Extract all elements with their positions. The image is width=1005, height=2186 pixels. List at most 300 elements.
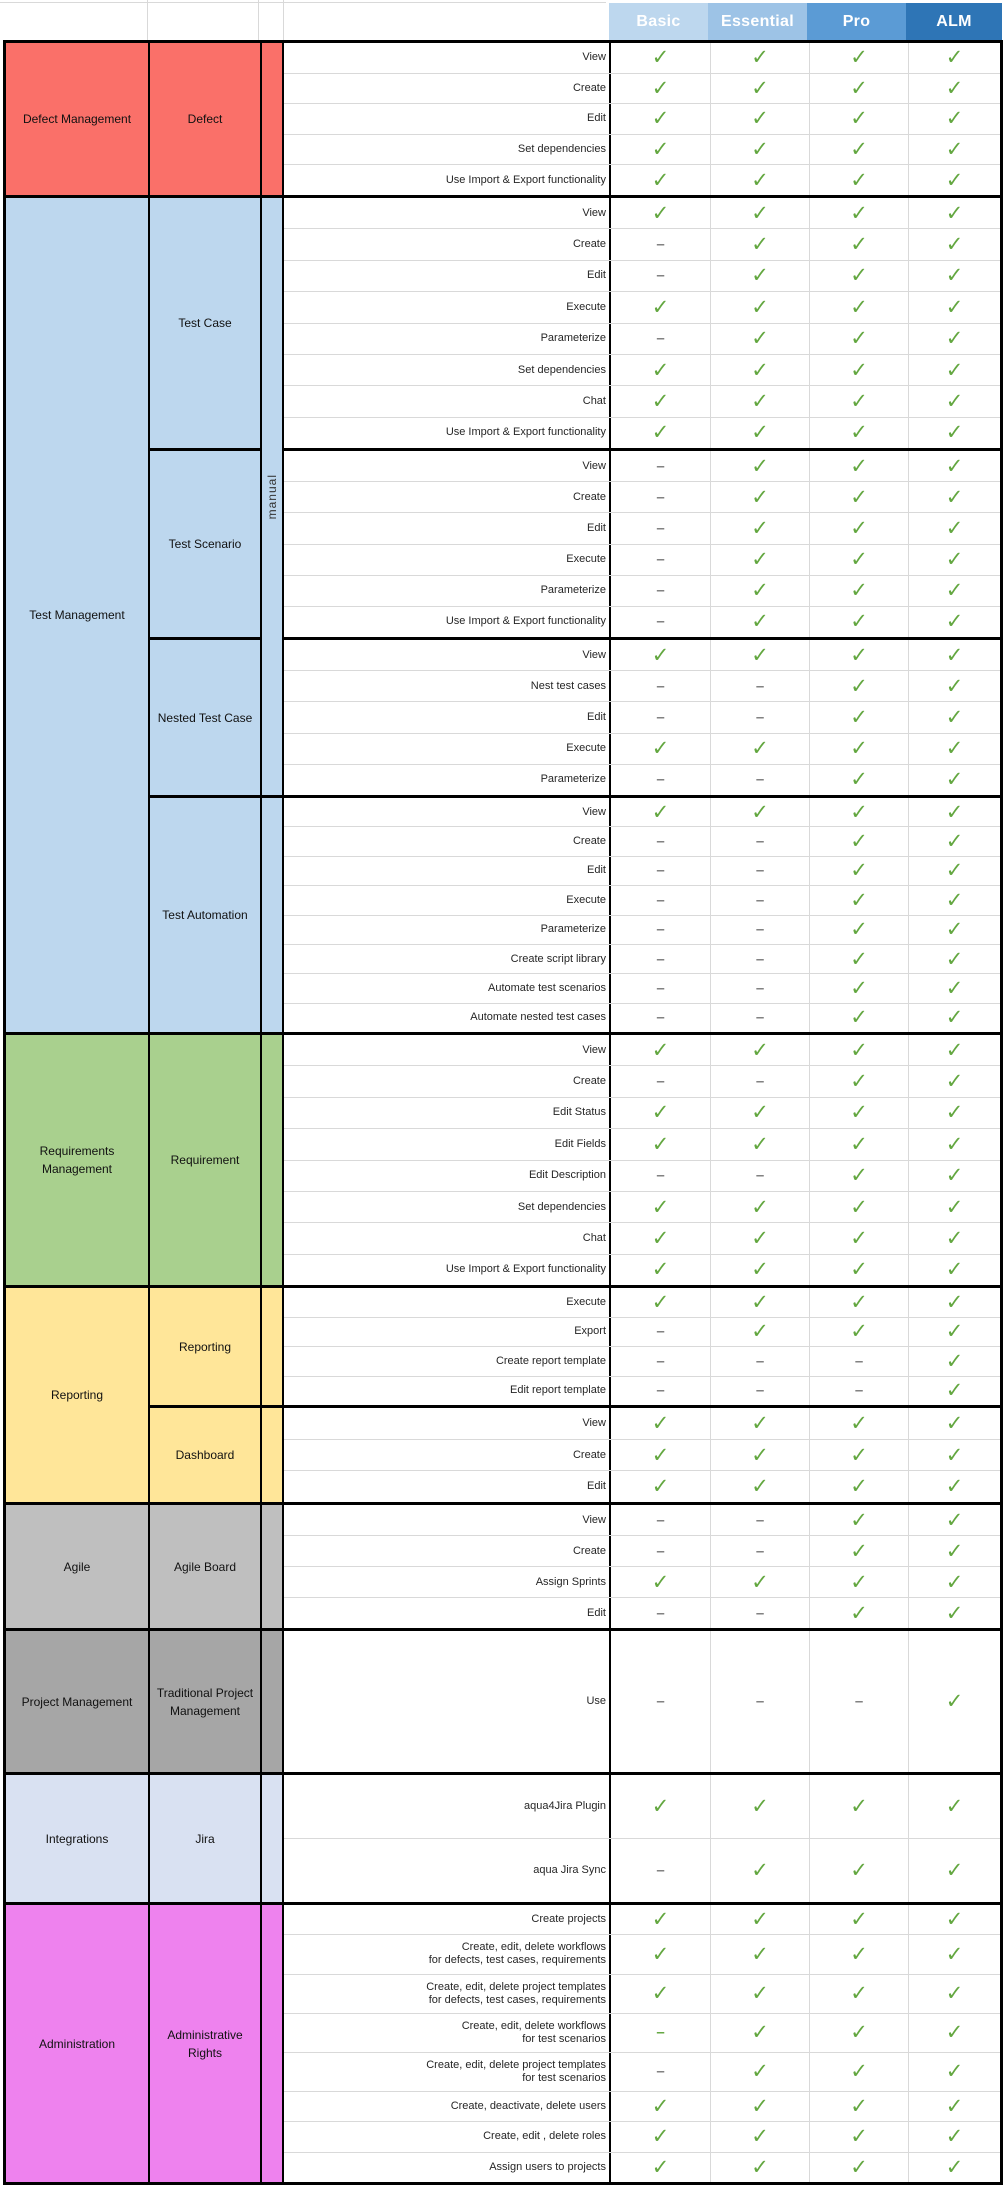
feature-label: View — [284, 451, 611, 481]
dash-icon: – — [755, 1167, 765, 1185]
check-icon: ✓ — [751, 107, 769, 131]
feature-row — [284, 198, 1000, 228]
check-icon: ✓ — [651, 1226, 670, 1250]
feature-row — [284, 134, 1000, 165]
plan-header-essential: Essential — [708, 3, 807, 40]
cell-check — [809, 702, 908, 732]
cell-check — [710, 43, 809, 73]
cell-check — [809, 1161, 908, 1191]
cell-check — [809, 1255, 908, 1285]
cell-check — [611, 1905, 710, 1934]
cell-check — [908, 165, 1000, 195]
cell-check — [710, 545, 809, 575]
feature-row — [284, 1505, 1000, 1535]
check-icon: ✓ — [850, 1411, 868, 1435]
dash-icon: – — [854, 1382, 864, 1400]
feature-label: Create — [284, 827, 611, 855]
feature-row — [284, 1535, 1000, 1566]
cell-dash — [611, 765, 710, 795]
cell-check — [611, 2122, 710, 2151]
feature-row — [284, 1128, 1000, 1159]
check-icon: ✓ — [751, 2060, 769, 2084]
cell-check — [710, 1471, 809, 1502]
check-icon: ✓ — [850, 1539, 868, 1563]
manual-column-strip — [260, 1035, 284, 1285]
cell-check — [809, 261, 908, 291]
check-icon: ✓ — [651, 1101, 670, 1125]
feature-label: Nest test cases — [284, 671, 611, 701]
cell-check — [611, 1975, 710, 2013]
check-icon: ✓ — [751, 2021, 769, 2045]
check-icon: ✓ — [850, 1601, 868, 1625]
subcategory-cell-requirement: Requirement — [150, 1035, 260, 1285]
cell-check — [809, 734, 908, 764]
cell-check — [809, 974, 908, 1002]
cell-check — [710, 451, 809, 481]
top-gridline-vertical-2 — [258, 0, 259, 40]
check-icon: ✓ — [651, 1982, 670, 2006]
cell-dash — [710, 886, 809, 914]
check-icon: ✓ — [751, 1570, 769, 1594]
feature-label: Create — [284, 1066, 611, 1096]
cell-check — [908, 2153, 1000, 2182]
feature-label: Edit — [284, 513, 611, 543]
check-icon: ✓ — [651, 1570, 670, 1594]
check-icon: ✓ — [751, 1942, 769, 1966]
cell-check — [908, 640, 1000, 670]
cell-check — [809, 513, 908, 543]
cell-check — [908, 198, 1000, 228]
check-icon: ✓ — [651, 1475, 670, 1499]
cell-check — [908, 1975, 1000, 2013]
cell-check — [710, 1905, 809, 1934]
check-icon: ✓ — [651, 46, 670, 70]
feature-row — [284, 1191, 1000, 1222]
check-icon: ✓ — [751, 1290, 769, 1314]
check-icon: ✓ — [945, 1570, 964, 1594]
check-icon: ✓ — [850, 548, 868, 572]
cell-dash — [611, 1004, 710, 1032]
cell-check — [710, 1839, 809, 1902]
feature-row — [284, 2121, 1000, 2151]
feature-label: Create — [284, 1440, 611, 1471]
manual-vertical-label: manual — [265, 473, 279, 520]
feature-label: Create, edit, delete project templates for test scenarios — [284, 2053, 611, 2091]
dash-icon: – — [656, 677, 665, 695]
cell-dash — [710, 945, 809, 973]
subcategory-cell-defect: Defect — [150, 43, 260, 195]
check-icon: ✓ — [651, 1443, 670, 1467]
cell-check — [908, 1505, 1000, 1535]
cell-check — [908, 1631, 1000, 1772]
cell-check — [809, 640, 908, 670]
check-icon: ✓ — [751, 1475, 769, 1499]
check-icon: ✓ — [945, 138, 964, 162]
cell-check — [710, 576, 809, 606]
plan-header-alm: ALM — [906, 3, 1002, 40]
cell-check — [710, 104, 809, 134]
feature-row — [284, 1439, 1000, 1471]
subcategory-cell-administrative-rights: Administrative Rights — [150, 1905, 260, 2182]
cell-check — [908, 545, 1000, 575]
cell-check — [611, 1440, 710, 1471]
feature-row — [284, 1631, 1000, 1772]
check-icon: ✓ — [850, 1195, 868, 1219]
cell-check — [710, 261, 809, 291]
cell-dash — [710, 916, 809, 944]
dash-icon: – — [755, 771, 765, 789]
cell-check — [908, 827, 1000, 855]
cell-check — [611, 135, 710, 165]
cell-check — [809, 2014, 908, 2052]
cell-dash — [611, 886, 710, 914]
check-icon: ✓ — [945, 201, 964, 225]
cell-check — [908, 607, 1000, 637]
check-icon: ✓ — [850, 2095, 868, 2119]
check-icon: ✓ — [751, 76, 769, 100]
check-icon: ✓ — [751, 643, 769, 667]
feature-row — [284, 417, 1000, 448]
cell-check — [908, 1935, 1000, 1973]
cell-check — [908, 1536, 1000, 1566]
cell-check — [710, 229, 809, 259]
feature-row — [284, 2152, 1000, 2182]
check-icon: ✓ — [945, 1859, 964, 1882]
check-icon: ✓ — [651, 2095, 670, 2119]
subcategory-cell-test-scenario: Test Scenario — [150, 448, 260, 637]
check-icon: ✓ — [945, 264, 964, 288]
cell-check — [710, 1192, 809, 1222]
cell-check — [809, 386, 908, 416]
cell-check — [908, 1223, 1000, 1253]
feature-label: Automate test scenarios — [284, 974, 611, 1002]
cell-check — [809, 1975, 908, 2013]
check-icon: ✓ — [751, 295, 769, 319]
cell-check — [908, 886, 1000, 914]
check-icon: ✓ — [945, 327, 964, 351]
subsection-reporting — [150, 1288, 1000, 1405]
cell-check — [809, 1905, 908, 1934]
cell-check — [710, 1408, 809, 1439]
feature-label: Use Import & Export functionality — [284, 165, 611, 195]
cell-check — [809, 451, 908, 481]
subsection-nested-test-case — [150, 637, 1000, 795]
cell-dash — [710, 1066, 809, 1096]
feature-row — [284, 354, 1000, 385]
check-icon: ✓ — [945, 1795, 964, 1818]
cell-check — [710, 607, 809, 637]
feature-row — [284, 1566, 1000, 1597]
dash-icon: – — [854, 1693, 864, 1710]
check-icon: ✓ — [651, 107, 670, 131]
feature-row — [284, 1003, 1000, 1032]
subcategory-cell-test-automation: Test Automation — [150, 795, 260, 1032]
check-icon: ✓ — [945, 389, 964, 413]
cell-check — [908, 1318, 1000, 1347]
dash-icon: – — [755, 891, 765, 909]
check-icon: ✓ — [751, 548, 769, 572]
cell-check — [710, 640, 809, 670]
feature-label: Create, edit, delete workflows for defects, test cases, requirements — [284, 1935, 611, 1973]
feature-label: aqua4Jira Plugin — [284, 1775, 611, 1838]
check-icon: ✓ — [751, 46, 769, 70]
check-icon: ✓ — [751, 1320, 769, 1344]
category-cell-administration: Administration — [6, 1905, 148, 2182]
check-icon: ✓ — [945, 1601, 964, 1625]
category-cell-integrations: Integrations — [6, 1775, 148, 1902]
check-icon: ✓ — [850, 579, 868, 603]
check-icon: ✓ — [651, 2155, 670, 2179]
check-icon: ✓ — [945, 1226, 964, 1250]
check-icon: ✓ — [945, 918, 964, 942]
dash-icon: – — [755, 833, 765, 851]
cell-dash — [611, 607, 710, 637]
feature-label: Execute — [284, 292, 611, 322]
cell-dash — [611, 671, 710, 701]
cell-check — [809, 1035, 908, 1065]
feature-label: Create script library — [284, 945, 611, 973]
cell-check — [710, 2014, 809, 2052]
check-icon: ✓ — [945, 1320, 964, 1344]
check-icon: ✓ — [651, 1411, 670, 1435]
cell-check — [809, 292, 908, 322]
feature-row — [284, 606, 1000, 637]
cell-check — [710, 1098, 809, 1128]
feature-row — [284, 1905, 1000, 1934]
feature-row — [284, 826, 1000, 855]
check-icon: ✓ — [945, 2155, 964, 2179]
cell-check — [908, 974, 1000, 1002]
dash-icon: – — [755, 921, 765, 939]
feature-rows — [284, 448, 1000, 637]
check-icon: ✓ — [751, 1258, 769, 1282]
cell-check — [611, 386, 710, 416]
cell-check — [611, 1775, 710, 1838]
cell-check — [710, 1975, 809, 2013]
check-icon: ✓ — [850, 1132, 868, 1156]
feature-row — [284, 798, 1000, 826]
check-icon: ✓ — [945, 1379, 964, 1403]
feature-rows — [284, 1405, 1000, 1502]
feature-label: View — [284, 1408, 611, 1439]
check-icon: ✓ — [651, 1908, 670, 1932]
cell-check — [611, 43, 710, 73]
cell-check — [611, 1935, 710, 1973]
check-icon: ✓ — [751, 358, 769, 382]
cell-dash — [611, 2053, 710, 2091]
dash-icon: – — [656, 519, 665, 537]
check-icon: ✓ — [850, 830, 868, 854]
check-icon: ✓ — [751, 1132, 769, 1156]
cell-check — [809, 765, 908, 795]
check-icon: ✓ — [850, 138, 868, 162]
check-icon: ✓ — [850, 1942, 868, 1966]
feature-row — [284, 733, 1000, 764]
cell-check — [809, 1223, 908, 1253]
cell-check — [809, 2122, 908, 2151]
check-icon: ✓ — [751, 1859, 769, 1882]
check-icon: ✓ — [850, 1038, 868, 1062]
cell-check — [908, 1192, 1000, 1222]
check-icon: ✓ — [945, 947, 964, 971]
check-icon: ✓ — [751, 233, 769, 257]
dash-icon: – — [854, 1352, 864, 1370]
cell-check — [611, 1255, 710, 1285]
check-icon: ✓ — [751, 2125, 769, 2149]
section-body-defect-management — [148, 43, 1000, 195]
check-icon: ✓ — [945, 1038, 964, 1062]
check-icon: ✓ — [651, 1195, 670, 1219]
dash-icon: – — [656, 2024, 665, 2042]
cell-check — [908, 135, 1000, 165]
dash-icon: – — [656, 1073, 665, 1091]
cell-check — [908, 2053, 1000, 2091]
feature-row — [284, 228, 1000, 259]
cell-check — [710, 74, 809, 104]
subsection-agile-board — [150, 1505, 1000, 1628]
check-icon: ✓ — [651, 76, 670, 100]
dash-icon: – — [755, 1604, 765, 1622]
check-icon: ✓ — [751, 2155, 769, 2179]
section-agile — [6, 1502, 1000, 1628]
feature-label: Parameterize — [284, 576, 611, 606]
cell-dash — [710, 1347, 809, 1376]
check-icon: ✓ — [945, 233, 964, 257]
dash-icon: – — [755, 677, 765, 695]
feature-row — [284, 670, 1000, 701]
cell-check — [809, 1288, 908, 1317]
check-icon: ✓ — [850, 201, 868, 225]
cell-check — [908, 261, 1000, 291]
cell-check — [809, 2092, 908, 2121]
check-icon: ✓ — [751, 1982, 769, 2006]
cell-dash — [611, 916, 710, 944]
cell-check — [809, 1129, 908, 1159]
cell-check — [611, 418, 710, 448]
category-cell-defect-management: Defect Management — [6, 43, 148, 195]
check-icon: ✓ — [651, 1038, 670, 1062]
cell-check — [710, 1035, 809, 1065]
feature-rows — [284, 1905, 1000, 2182]
feature-label: Edit Description — [284, 1161, 611, 1191]
feature-label: Assign Sprints — [284, 1567, 611, 1597]
cell-check — [908, 513, 1000, 543]
top-gridline-horizontal — [0, 2, 606, 3]
cell-dash — [611, 1318, 710, 1347]
cell-check — [809, 418, 908, 448]
manual-column-strip — [260, 1288, 284, 1405]
check-icon: ✓ — [945, 46, 964, 70]
check-icon: ✓ — [850, 976, 868, 1000]
feature-row — [284, 1065, 1000, 1096]
feature-label: View — [284, 198, 611, 228]
cell-check — [809, 229, 908, 259]
check-icon: ✓ — [850, 516, 868, 540]
check-icon: ✓ — [850, 1290, 868, 1314]
feature-row — [284, 481, 1000, 512]
dash-icon: – — [656, 1693, 665, 1710]
feature-label: Edit — [284, 261, 611, 291]
check-icon: ✓ — [850, 610, 868, 634]
check-icon: ✓ — [945, 1195, 964, 1219]
check-icon: ✓ — [850, 1475, 868, 1499]
check-icon: ✓ — [945, 516, 964, 540]
check-icon: ✓ — [850, 233, 868, 257]
manual-column-strip — [260, 448, 284, 637]
cell-dash — [710, 1505, 809, 1535]
feature-row — [284, 640, 1000, 670]
cell-dash — [710, 857, 809, 885]
check-icon: ✓ — [850, 1320, 868, 1344]
check-icon: ✓ — [850, 706, 868, 729]
cell-check — [809, 1935, 908, 1973]
feature-row — [284, 973, 1000, 1002]
cell-check — [611, 798, 710, 826]
feature-row — [284, 2091, 1000, 2121]
cell-check — [908, 104, 1000, 134]
check-icon: ✓ — [945, 295, 964, 319]
cell-check — [908, 229, 1000, 259]
cell-check — [809, 1098, 908, 1128]
feature-row — [284, 544, 1000, 575]
cell-check — [710, 1567, 809, 1597]
check-icon: ✓ — [651, 1258, 670, 1282]
cell-check — [611, 1129, 710, 1159]
check-icon: ✓ — [651, 800, 670, 824]
cell-check — [710, 2092, 809, 2121]
check-icon: ✓ — [651, 358, 670, 382]
cell-check — [611, 355, 710, 385]
check-icon: ✓ — [945, 2125, 964, 2149]
dash-icon: – — [755, 1693, 765, 1710]
subcategory-cell-agile-board: Agile Board — [150, 1505, 260, 1628]
check-icon: ✓ — [945, 2095, 964, 2119]
cell-check — [809, 1598, 908, 1628]
check-icon: ✓ — [945, 1508, 964, 1532]
dash-icon: – — [656, 979, 665, 997]
feature-label: aqua Jira Sync — [284, 1839, 611, 1902]
check-icon: ✓ — [651, 1795, 670, 1818]
cell-check — [908, 451, 1000, 481]
feature-label: Create, edit , delete roles — [284, 2122, 611, 2151]
feature-row — [284, 43, 1000, 73]
feature-label: Create — [284, 74, 611, 104]
cell-dash — [710, 827, 809, 855]
cell-check — [908, 916, 1000, 944]
cell-check — [710, 292, 809, 322]
check-icon: ✓ — [945, 1475, 964, 1499]
check-icon: ✓ — [945, 1908, 964, 1932]
feature-label: Use Import & Export functionality — [284, 418, 611, 448]
check-icon: ✓ — [850, 2125, 868, 2149]
cell-check — [809, 1505, 908, 1535]
dash-icon: – — [656, 582, 665, 600]
check-icon: ✓ — [751, 1226, 769, 1250]
feature-rows — [284, 1775, 1000, 1902]
check-icon: ✓ — [945, 674, 964, 698]
feature-label: Set dependencies — [284, 1192, 611, 1222]
check-icon: ✓ — [850, 768, 868, 792]
feature-label: Execute — [284, 545, 611, 575]
feature-row — [284, 1035, 1000, 1065]
feature-label: Execute — [284, 1288, 611, 1317]
check-icon: ✓ — [751, 516, 769, 540]
dash-icon: – — [656, 2063, 665, 2081]
cell-check — [908, 418, 1000, 448]
subcategory-cell-jira: Jira — [150, 1775, 260, 1902]
top-gridline-vertical-1 — [147, 0, 148, 40]
dash-icon: – — [656, 709, 665, 726]
